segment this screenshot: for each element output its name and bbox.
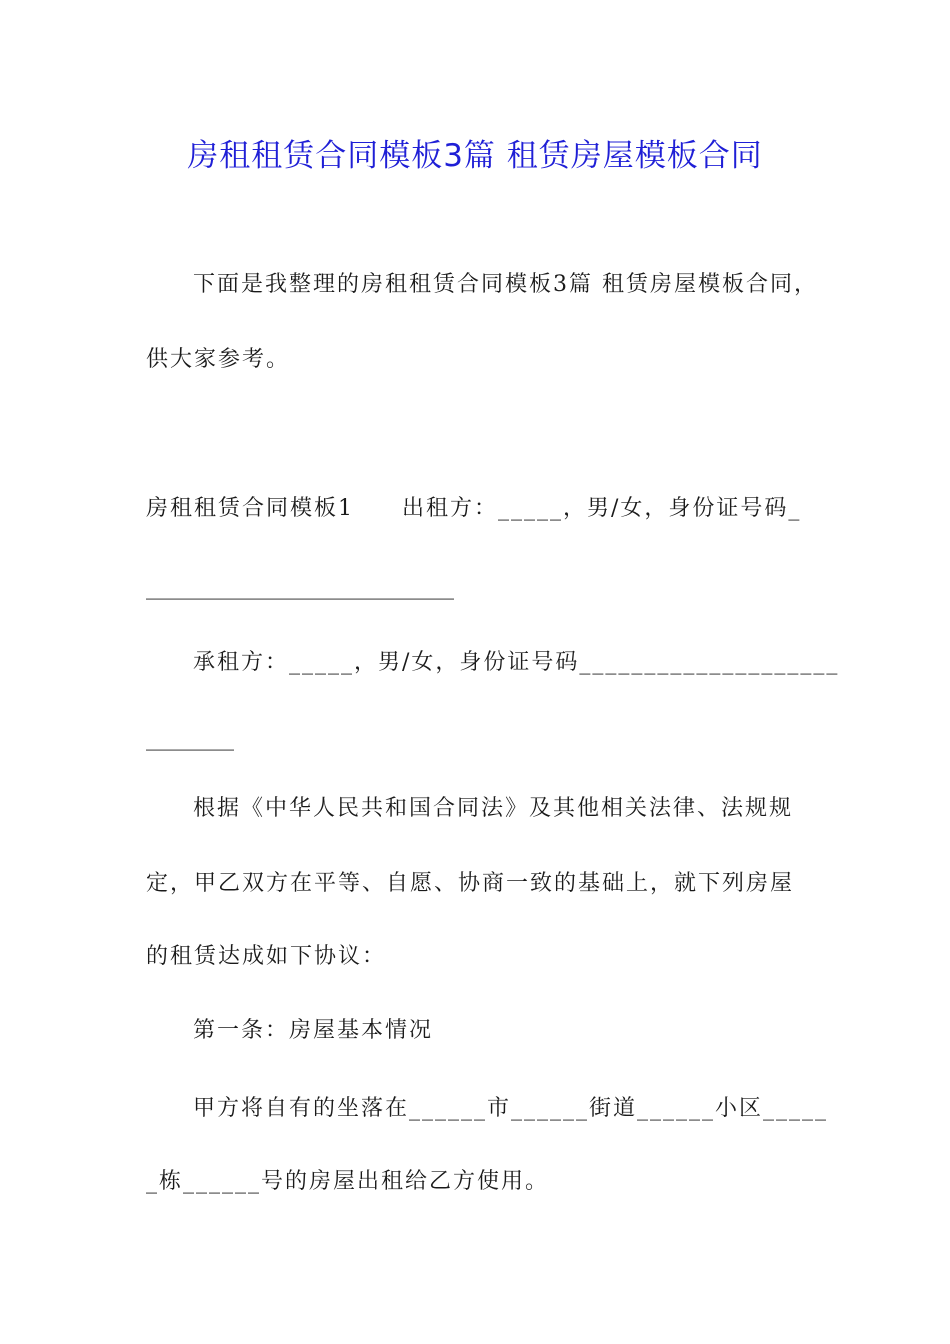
paragraph-line: 的租赁达成如下协议： [146,944,387,969]
paragraph-line: 承租方：_____，男/女，身份证号码____________________ [193,650,840,675]
document-title: 房租租赁合同模板3篇 租赁房屋模板合同 [187,138,763,174]
paragraph-line: 定，甲乙双方在平等、自愿、协商一致的基础上，就下列房屋 [146,871,795,896]
paragraph-line: 房租租赁合同模板1 出租方：_____，男/女，身份证号码_ [146,496,802,521]
paragraph-line: ____________________________ [146,575,454,600]
paragraph-line: 甲方将自有的坐落在______市______街道______小区_____ [193,1096,829,1121]
paragraph-line: 下面是我整理的房租租赁合同模板3篇 租赁房屋模板合同， [193,272,818,297]
section-heading: 第一条：房屋基本情况 [193,1018,434,1043]
paragraph-line: 供大家参考。 [146,347,291,372]
paragraph-line: ________ [146,726,234,751]
paragraph-line: 根据《中华人民共和国合同法》及其他相关法律、法规规 [193,796,794,821]
paragraph-line: _栋______号的房屋出租给乙方使用。 [146,1169,550,1194]
